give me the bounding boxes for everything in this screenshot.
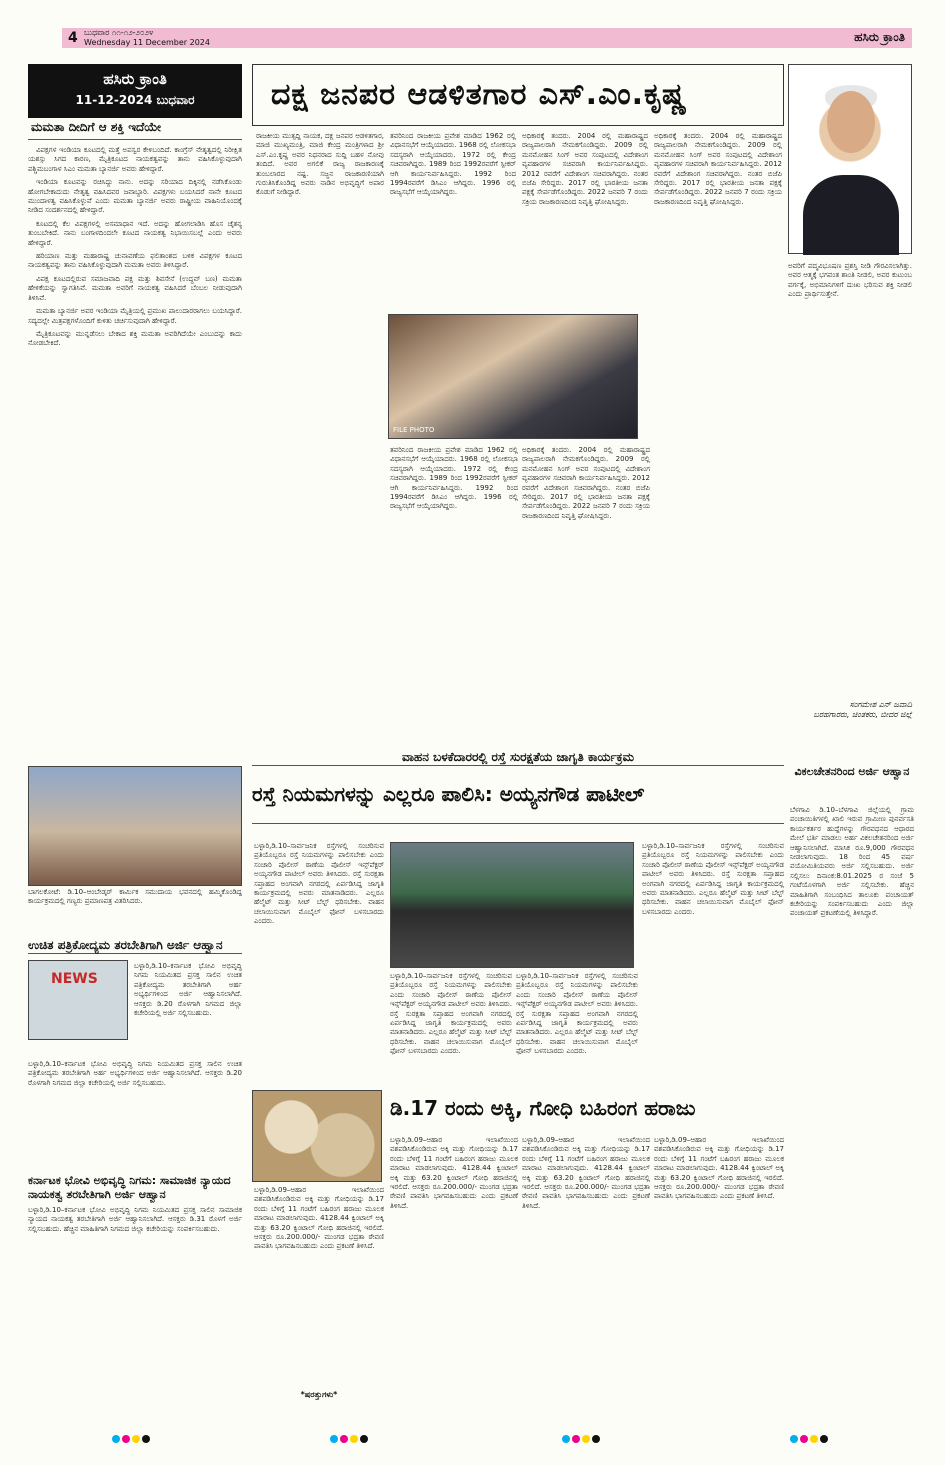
auction-column-4: ಬಳ್ಳಾರಿ,ಡಿ.09–ಆಹಾರ ಇಲಾಖೆಯಿಂದ ವಶಪಡಿಸಿಕೊಂಡಿರುವ ಅಕ್ಕಿ ಮತ್ತು ಗೋಧಿಯನ್ನು ಡಿ.17 ರಂದು ಬೆಳಿಗ್ಗೆ 11 ಗಂಟೆಗೆ ಬಹಿರಂಗ ಹರಾಜು ಮೂಲಕ ಮಾರಾಟ ಮಾಡಲಾಗುವುದು. 4128.44 ಕ್ವಿಂಟಾಲ್ ಅಕ್ಕಿ ಮತ್ತು 63.20 ಕ್ವಿಂಟಾಲ್ ಗೋಧಿ ಹರಾಜಿನಲ್ಲಿ ಇರಲಿದೆ. ಆಸಕ್ತರು ರೂ.200.000/- ಮುಂಗಡ ಭದ್ರತಾ ಠೇವಣಿ ಪಾವತಿಸಿ ಭಾಗವಹಿಸಬಹುದು ಎಂದು ಪ್ರಕಟಣೆ ತಿಳಿಸಿದೆ. bbox=[654, 1136, 784, 1201]
lead-headline: ದಕ್ಷ ಜನಪರ ಆಡಳಿತಗಾರ ಎಸ್.ಎಂ.ಕೃಷ್ಣ bbox=[252, 64, 784, 126]
auction-conditions: *ಷರತ್ತುಗಳು* bbox=[300, 1390, 338, 1399]
registration-marks bbox=[562, 1435, 602, 1445]
bhovi-headline: ಕರ್ನಾಟಕ ಭೋವಿ ಅಭಿವೃದ್ಧಿ ನಿಗಮ: ಸಾಮಾಜಿಕ ನ್ಯಾಯದ ನಾಯಕತ್ವ ತರಬೇತಿಗಾಗಿ ಅರ್ಜಿ ಆಹ್ವಾನ bbox=[28, 1174, 231, 1201]
masthead bbox=[28, 64, 242, 118]
editorial-body bbox=[28, 146, 242, 752]
dateline bbox=[84, 28, 210, 48]
editorial-headline: ಮಮತಾ ದೀದಿಗೆ ಆ ಶಕ್ತಿ ಇದೆಯೇ bbox=[28, 120, 242, 140]
road-safety-photo bbox=[390, 842, 634, 968]
lead-column-6: ಅಧಿಕಾರಕ್ಕೆ ತಂದರು. 2004 ರಲ್ಲಿ ಮಹಾರಾಷ್ಟ್ರದ ರಾಜ್ಯಪಾಲರಾಗಿ ನೇಮಕಗೊಂಡಿದ್ದರು. 2009 ರಲ್ಲಿ ಮನಮೋಹನ ಸಿಂಗ್ ಅವರ ಸಂಪುಟದಲ್ಲಿ ವಿದೇಶಾಂಗ ವ್ಯವಹಾರಗಳ ಸಚಿವರಾಗಿ ಕಾರ್ಯನಿರ್ವಹಿಸಿದ್ದರು. 2012 ರವರೆಗೆ ವಿದೇಶಾಂಗ ಸಚಿವರಾಗಿದ್ದರು. ನಂತರ ಬಿಜೆಪಿ ಸೇರಿದ್ದರು. 2017 ರಲ್ಲಿ ಭಾರತೀಯ ಜನತಾ ಪಕ್ಷಕ್ಕೆ ಸೇರ್ಪಡೆಗೊಂಡಿದ್ದರು. 2022 ಜನವರಿ 7 ರಂದು ಸಕ್ರಿಯ ರಾಜಕಾರಣದಿಂದ ನಿವೃತ್ತಿ ಘೋಷಿಸಿದ್ದರು. bbox=[654, 132, 782, 206]
lead-column-3: ಅಧಿಕಾರಕ್ಕೆ ತಂದರು. 2004 ರಲ್ಲಿ ಮಹಾರಾಷ್ಟ್ರದ ರಾಜ್ಯಪಾಲರಾಗಿ ನೇಮಕಗೊಂಡಿದ್ದರು. 2009 ರಲ್ಲಿ ಮನಮೋಹನ ಸಿಂಗ್ ಅವರ ಸಂಪುಟದಲ್ಲಿ ವಿದೇಶಾಂಗ ವ್ಯವಹಾರಗಳ ಸಚಿವರಾಗಿ ಕಾರ್ಯನಿರ್ವಹಿಸಿದ್ದರು. 2012 ರವರೆಗೆ ವಿದೇಶಾಂಗ ಸಚಿವರಾಗಿದ್ದರು. ನಂತರ ಬಿಜೆಪಿ ಸೇರಿದ್ದರು. 2017 ರಲ್ಲಿ ಭಾರತೀಯ ಜನತಾ ಪಕ್ಷಕ್ಕೆ ಸೇರ್ಪಡೆಗೊಂಡಿದ್ದರು. 2022 ಜನವರಿ 7 ರಂದು ಸಕ್ರಿಯ ರಾಜಕಾರಣದಿಂದ ನಿವೃತ್ತಿ ಘೋಷಿಸಿದ್ದರು. bbox=[522, 132, 648, 206]
grain-photo bbox=[252, 1090, 382, 1182]
meeting-photo bbox=[388, 314, 638, 439]
group-caption: ಬಾಗಲಕೋಟೆ: ಡಿ.10–ಆಂಬೇಡ್ಕರ್ ಕಾರ್ಮಿಕ ಸಮುದಾಯ ಭವನದಲ್ಲಿ ಹಮ್ಮಿಕೊಂಡಿದ್ದ ಕಾರ್ಯಕ್ರಮದಲ್ಲಿ ಗಣ್ಯರು ಪ್ರಮಾಣಪತ್ರ ವಿತರಿಸಿದರು. bbox=[28, 888, 242, 906]
group-photo bbox=[28, 766, 242, 886]
registration-marks bbox=[112, 1435, 152, 1445]
road-safety-column-1: ಬಳ್ಳಾರಿ,ಡಿ.10–ಸಾರ್ವಜನಿಕ ರಸ್ತೆಗಳಲ್ಲಿ ಸಂಚರಿಸುವ ಪ್ರತಿಯೊಬ್ಬರೂ ರಸ್ತೆ ನಿಯಮಗಳನ್ನು ಪಾಲಿಸಬೇಕು ಎಂದು ಸಂಚಾರಿ ಪೊಲೀಸ್ ಠಾಣೆಯ ಪೊಲೀಸ್ ಇನ್ಸ್‌ಪೆಕ್ಟರ್ ಅಯ್ಯನಗೌಡ ಪಾಟೀಲ್ ಅವರು ತಿಳಿಸಿದರು. ರಸ್ತೆ ಸುರಕ್ಷತಾ ಸಪ್ತಾಹದ ಅಂಗವಾಗಿ ನಗರದಲ್ಲಿ ಏರ್ಪಡಿಸಿದ್ದ ಜಾಗೃತಿ ಕಾರ್ಯಕ್ರಮದಲ್ಲಿ ಅವರು ಮಾತನಾಡಿದರು. ಎಲ್ಲರೂ ಹೆಲ್ಮೆಟ್ ಮತ್ತು ಸೀಟ್ ಬೆಲ್ಟ್ ಧರಿಸಬೇಕು. ವಾಹನ ಚಲಾಯಿಸುವಾಗ ಮೊಬೈಲ್ ಫೋನ್ ಬಳಸಬಾರದು ಎಂದರು. bbox=[254, 842, 384, 926]
journalism-body-1: ಬಳ್ಳಾರಿ,ಡಿ.10–ಕರ್ನಾಟಕ ಭೋವಿ ಅಭಿವೃದ್ಧಿ ನಿಗಮ ನಿಯಮಿತದ ಪ್ರಸಕ್ತ ಸಾಲಿನ ಉಚಿತ ಪತ್ರಿಕೋದ್ಯಮ ತರಬೇತಿಗಾಗಿ ಅರ್ಹ ಅಭ್ಯರ್ಥಿಗಳಿಂದ ಅರ್ಜಿ ಆಹ್ವಾನಿಸಲಾಗಿದೆ. ಆಸಕ್ತರು ಡಿ.20 ರೊಳಗಾಗಿ ನಿಗಮದ ಜಿಲ್ಲಾ ಕಚೇರಿಯಲ್ಲಿ ಅರ್ಜಿ ಸಲ್ಲಿಸಬಹುದು. bbox=[134, 962, 242, 1018]
auction-column-3: ಬಳ್ಳಾರಿ,ಡಿ.09–ಆಹಾರ ಇಲಾಖೆಯಿಂದ ವಶಪಡಿಸಿಕೊಂಡಿರುವ ಅಕ್ಕಿ ಮತ್ತು ಗೋಧಿಯನ್ನು ಡಿ.17 ರಂದು ಬೆಳಿಗ್ಗೆ 11 ಗಂಟೆಗೆ ಬಹಿರಂಗ ಹರಾಜು ಮೂಲಕ ಮಾರಾಟ ಮಾಡಲಾಗುವುದು. 4128.44 ಕ್ವಿಂಟಾಲ್ ಅಕ್ಕಿ ಮತ್ತು 63.20 ಕ್ವಿಂಟಾಲ್ ಗೋಧಿ ಹರಾಜಿನಲ್ಲಿ ಇರಲಿದೆ. ಆಸಕ್ತರು ರೂ.200.000/- ಮುಂಗಡ ಭದ್ರತಾ ಠೇವಣಿ ಪಾವತಿಸಿ ಭಾಗವಹಿಸಬಹುದು ಎಂದು ಪ್ರಕಟಣೆ ತಿಳಿಸಿದೆ. bbox=[522, 1136, 650, 1210]
bhovi-body: ಬಳ್ಳಾರಿ,ಡಿ.10–ಕರ್ನಾಟಕ ಭೋವಿ ಅಭಿವೃದ್ಧಿ ನಿಗಮ ನಿಯಮಿತದ ಪ್ರಸಕ್ತ ಸಾಲಿನ ಸಾಮಾಜಿಕ ನ್ಯಾಯದ ನಾಯಕತ್ವ ತರಬೇತಿಗಾಗಿ ಅರ್ಜಿ ಆಹ್ವಾನಿಸಲಾಗಿದೆ. ಆಸಕ್ತರು ಡಿ.31 ರೊಳಗೆ ಅರ್ಜಿ ಸಲ್ಲಿಸಬಹುದು. ಹೆಚ್ಚಿನ ಮಾಹಿತಿಗಾಗಿ ನಿಗಮದ ಜಿಲ್ಲಾ ಕಚೇರಿಯನ್ನು ಸಂಪರ್ಕಿಸಬಹುದು. bbox=[28, 1206, 242, 1233]
editorial-paragraph: ಹರಿಯಾಣ ಮತ್ತು ಮಹಾರಾಷ್ಟ್ರ ಚುನಾವಣೆಯ ಫಲಿತಾಂಶದ ಬಳಿಕ ವಿಪಕ್ಷಗಳ ಕೂಟದ ನಾಯಕತ್ವವನ್ನು ತಾನು ವಹಿಸಿಕೊಳ್ಳುವುದಾಗಿ ಮಮತಾ ಅವರು ತಿಳಿಸಿದ್ದಾರೆ. bbox=[28, 252, 242, 270]
news-label: NEWS bbox=[51, 971, 98, 987]
lead-column-5: ಅಧಿಕಾರಕ್ಕೆ ತಂದರು. 2004 ರಲ್ಲಿ ಮಹಾರಾಷ್ಟ್ರದ ರಾಜ್ಯಪಾಲರಾಗಿ ನೇಮಕಗೊಂಡಿದ್ದರು. 2009 ರಲ್ಲಿ ಮನಮೋಹನ ಸಿಂಗ್ ಅವರ ಸಂಪುಟದಲ್ಲಿ ವಿದೇಶಾಂಗ ವ್ಯವಹಾರಗಳ ಸಚಿವರಾಗಿ ಕಾರ್ಯನಿರ್ವಹಿಸಿದ್ದರು. 2012 ರವರೆಗೆ ವಿದೇಶಾಂಗ ಸಚಿವರಾಗಿದ್ದರು. ನಂತರ ಬಿಜೆಪಿ ಸೇರಿದ್ದರು. 2017 ರಲ್ಲಿ ಭಾರತೀಯ ಜನತಾ ಪಕ್ಷಕ್ಕೆ ಸೇರ್ಪಡೆಗೊಂಡಿದ್ದರು. 2022 ಜನವರಿ 7 ರಂದು ಸಕ್ರಿಯ ರಾಜಕಾರಣದಿಂದ ನಿವೃತ್ತಿ ಘೋಷಿಸಿದ್ದರು. bbox=[522, 446, 650, 520]
auction-column-2: ಬಳ್ಳಾರಿ,ಡಿ.09–ಆಹಾರ ಇಲಾಖೆಯಿಂದ ವಶಪಡಿಸಿಕೊಂಡಿರುವ ಅಕ್ಕಿ ಮತ್ತು ಗೋಧಿಯನ್ನು ಡಿ.17 ರಂದು ಬೆಳಿಗ್ಗೆ 11 ಗಂಟೆಗೆ ಬಹಿರಂಗ ಹರಾಜು ಮೂಲಕ ಮಾರಾಟ ಮಾಡಲಾಗುವುದು. 4128.44 ಕ್ವಿಂಟಾಲ್ ಅಕ್ಕಿ ಮತ್ತು 63.20 ಕ್ವಿಂಟಾಲ್ ಗೋಧಿ ಹರಾಜಿನಲ್ಲಿ ಇರಲಿದೆ. ಆಸಕ್ತರು ರೂ.200.000/- ಮುಂಗಡ ಭದ್ರತಾ ಠೇವಣಿ ಪಾವತಿಸಿ ಭಾಗವಹಿಸಬಹುದು ಎಂದು ಪ್ರಕಟಣೆ ತಿಳಿಸಿದೆ. bbox=[390, 1136, 518, 1210]
road-safety-kicker: ವಾಹನ ಬಳಕೆದಾರರಲ್ಲಿ ರಸ್ತೆ ಸುರಕ್ಷತೆಯ ಜಾಗೃತಿ ಕಾರ್ಯಕ್ರಮ bbox=[252, 750, 784, 766]
lead-column-2: ತವರಿನಿಂದ ರಾಜಕೀಯ ಪ್ರವೇಶ ಮಾಡಿದ 1962 ರಲ್ಲಿ ವಿಧಾನಸಭೆಗೆ ಆಯ್ಕೆಯಾದರು. 1968 ರಲ್ಲಿ ಲೋಕಸಭಾ ಸದಸ್ಯರಾಗಿ ಆಯ್ಕೆಯಾದರು. 1972 ರಲ್ಲಿ ಕೇಂದ್ರ ಸಚಿವರಾಗಿದ್ದರು. 1989 ರಿಂದ 1992ರವರೆಗೆ ಸ್ಪೀಕರ್ ಆಗಿ ಕಾರ್ಯನಿರ್ವಹಿಸಿದ್ದರು. 1992 ರಿಂದ 1994ರವರೆಗೆ ಡಿಸಿಎಂ ಆಗಿದ್ದರು. 1996 ರಲ್ಲಿ ರಾಜ್ಯಸಭೆಗೆ ಆಯ್ಕೆಯಾಗಿದ್ದರು. bbox=[390, 132, 516, 197]
lead-column-4: ತವರಿನಿಂದ ರಾಜಕೀಯ ಪ್ರವೇಶ ಮಾಡಿದ 1962 ರಲ್ಲಿ ವಿಧಾನಸಭೆಗೆ ಆಯ್ಕೆಯಾದರು. 1968 ರಲ್ಲಿ ಲೋಕಸಭಾ ಸದಸ್ಯರಾಗಿ ಆಯ್ಕೆಯಾದರು. 1972 ರಲ್ಲಿ ಕೇಂದ್ರ ಸಚಿವರಾಗಿದ್ದರು. 1989 ರಿಂದ 1992ರವರೆಗೆ ಸ್ಪೀಕರ್ ಆಗಿ ಕಾರ್ಯನಿರ್ವಹಿಸಿದ್ದರು. 1992 ರಿಂದ 1994ರವರೆಗೆ ಡಿಸಿಎಂ ಆಗಿದ್ದರು. 1996 ರಲ್ಲಿ ರಾಜ್ಯಸಭೆಗೆ ಆಯ್ಕೆಯಾಗಿದ್ದರು. bbox=[390, 446, 518, 511]
disabled-body: ಬೆಳಗಾವಿ ಡಿ.10–ಬೆಳಗಾವಿ ಜಿಲ್ಲೆಯಲ್ಲಿ ಗ್ರಾಮ ಪಂಚಾಯಿತಿಗಳಲ್ಲಿ ಖಾಲಿ ಇರುವ ಗ್ರಾಮೀಣ ಪುನರ್ವಸತಿ ಕಾರ್ಯಕರ್ತರ ಹುದ್ದೆಗಳನ್ನು ಗೌರವಧನದ ಆಧಾರದ ಮೇಲೆ ಭರ್ತಿ ಮಾಡಲು ಅರ್ಹ ವಿಕಲಚೇತನರಿಂದ ಅರ್ಜಿ ಆಹ್ವಾನಿಸಲಾಗಿದೆ. ಮಾಸಿಕ ರೂ.9,000 ಗೌರವಧನ ನೀಡಲಾಗುವುದು. 18 ರಿಂದ 45 ವರ್ಷ ವಯೋಮಿತಿಯವರು ಅರ್ಜಿ ಸಲ್ಲಿಸಬಹುದು. ಅರ್ಜಿ ಸಲ್ಲಿಸಲು ದಿನಾಂಕ:8.01.2025 ರ ಸಂಜೆ 5 ಗಂಟೆಯೊಳಗಾಗಿ ಅರ್ಜಿ ಸಲ್ಲಿಸಬೇಕು. ಹೆಚ್ಚಿನ ಮಾಹಿತಿಗಾಗಿ ಸಂಬಂಧಿಸಿದ ತಾಲೂಕು ಪಂಚಾಯತ್ ಕಚೇರಿಯನ್ನು ಸಂಪರ್ಕಿಸಬಹುದು ಎಂದು ಜಿಲ್ಲಾ ಪಂಚಾಯತ್ ಪ್ರಕಟಣೆಯಲ್ಲಿ ತಿಳಿಸಿದ್ದಾರೆ. bbox=[790, 806, 914, 918]
registration-marks bbox=[790, 1435, 830, 1445]
road-safety-column-2: ಬಳ್ಳಾರಿ,ಡಿ.10–ಸಾರ್ವಜನಿಕ ರಸ್ತೆಗಳಲ್ಲಿ ಸಂಚರಿಸುವ ಪ್ರತಿಯೊಬ್ಬರೂ ರಸ್ತೆ ನಿಯಮಗಳನ್ನು ಪಾಲಿಸಬೇಕು ಎಂದು ಸಂಚಾರಿ ಪೊಲೀಸ್ ಠಾಣೆಯ ಪೊಲೀಸ್ ಇನ್ಸ್‌ಪೆಕ್ಟರ್ ಅಯ್ಯನಗೌಡ ಪಾಟೀಲ್ ಅವರು ತಿಳಿಸಿದರು. ರಸ್ತೆ ಸುರಕ್ಷತಾ ಸಪ್ತಾಹದ ಅಂಗವಾಗಿ ನಗರದಲ್ಲಿ ಏರ್ಪಡಿಸಿದ್ದ ಜಾಗೃತಿ ಕಾರ್ಯಕ್ರಮದಲ್ಲಿ ಅವರು ಮಾತನಾಡಿದರು. ಎಲ್ಲರೂ ಹೆಲ್ಮೆಟ್ ಮತ್ತು ಸೀಟ್ ಬೆಲ್ಟ್ ಧರಿಸಬೇಕು. ವಾಹನ ಚಲಾಯಿಸುವಾಗ ಮೊಬೈಲ್ ಫೋನ್ ಬಳಸಬಾರದು ಎಂದರು. bbox=[390, 972, 512, 1056]
editorial-paragraph: ವಿಪಕ್ಷಗಳ ಇಂಡಿಯಾ ಕೂಟದಲ್ಲಿ ಮತ್ತೆ ಅಪಸ್ವರ ಕೇಳಿಬಂದಿದೆ. ಕಾಂಗ್ರೆಸ್ ನೇತೃತ್ವದಲ್ಲಿ ನಿರೀಕ್ಷಿತ ಯಶಸ್ಸು ಸಿಗದ ಕಾರಣ, ಮೈತ್ರಿಕೂಟದ ನಾಯಕತ್ವವನ್ನು ತಾನು ವಹಿಸಿಕೊಳ್ಳುವುದಾಗಿ ಪಶ್ಚಿಮಬಂಗಾಳ ಸಿಎಂ ಮಮತಾ ಬ್ಯಾನರ್ಜಿ ಅವರು ಹೇಳಿದ್ದಾರೆ. bbox=[28, 146, 242, 173]
lead-column-1: ರಾಜಕೀಯ ಮುತ್ಸದ್ದಿ ನಾಯಕ, ದಕ್ಷ ಜನಪರ ಆಡಳಿತಗಾರ, ಮಾಜಿ ಮುಖ್ಯಮಂತ್ರಿ, ಮಾಜಿ ಕೇಂದ್ರ ಮಂತ್ರಿಗಳಾದ ಶ್ರೀ ಎಸ್.ಎಂ.ಕೃಷ್ಣ ಅವರ ನಿಧನರಾದ ಸುದ್ದಿ ಬಹಳ ನೋವು ತಂದಿದೆ. ಅವರ ಅಗಲಿಕೆ ರಾಜ್ಯ ರಾಜಕಾರಣಕ್ಕೆ ತುಂಬಲಾರದ ನಷ್ಟ. ಸಜ್ಜನ ರಾಜಕಾರಣಿಯಾಗಿ ಗುರುತಿಸಿಕೊಂಡಿದ್ದ ಅವರು ನಾಡಿನ ಅಭಿವೃದ್ಧಿಗೆ ಅಪಾರ ಕೊಡುಗೆ ನೀಡಿದ್ದಾರೆ. bbox=[256, 132, 384, 197]
date-kannada: ಬುಧವಾರ ೧೧-೧೨-೨೦೨೪ bbox=[84, 28, 154, 37]
editorial-paragraph: ಕೂಟದಲ್ಲಿ ಕೆಲ ವಿಪಕ್ಷಗಳಲ್ಲಿ ಅಸಮಾಧಾನ ಇದೆ. ಅದನ್ನು ಹೋಗಲಾಡಿಸಿ ಹೊಸ ಚೈತನ್ಯ ತುಂಬಬೇಕಿದೆ. ನಾನು ಬಂಗಾಳದಿಂದಲೇ ಕೂಟದ ನಾಯಕತ್ವ ನಿಭಾಯಿಸಬಲ್ಲೆ ಎಂದು ಅವರು ಹೇಳಿದ್ದಾರೆ. bbox=[28, 219, 242, 247]
journalism-body-2: ಬಳ್ಳಾರಿ,ಡಿ.10–ಕರ್ನಾಟಕ ಭೋವಿ ಅಭಿವೃದ್ಧಿ ನಿಗಮ ನಿಯಮಿತದ ಪ್ರಸಕ್ತ ಸಾಲಿನ ಉಚಿತ ಪತ್ರಿಕೋದ್ಯಮ ತರಬೇತಿಗಾಗಿ ಅರ್ಹ ಅಭ್ಯರ್ಥಿಗಳಿಂದ ಅರ್ಜಿ ಆಹ್ವಾನಿಸಲಾಗಿದೆ. ಆಸಕ್ತರು ಡಿ.20 ರೊಳಗಾಗಿ ನಿಗಮದ ಜಿಲ್ಲಾ ಕಚೇರಿಯಲ್ಲಿ ಅರ್ಜಿ ಸಲ್ಲಿಸಬಹುದು. bbox=[28, 1060, 242, 1087]
header-brand: ಹಸಿರು ಕ್ರಾಂತಿ bbox=[854, 30, 905, 44]
road-safety-column-3: ಬಳ್ಳಾರಿ,ಡಿ.10–ಸಾರ್ವಜನಿಕ ರಸ್ತೆಗಳಲ್ಲಿ ಸಂಚರಿಸುವ ಪ್ರತಿಯೊಬ್ಬರೂ ರಸ್ತೆ ನಿಯಮಗಳನ್ನು ಪಾಲಿಸಬೇಕು ಎಂದು ಸಂಚಾರಿ ಪೊಲೀಸ್ ಠಾಣೆಯ ಪೊಲೀಸ್ ಇನ್ಸ್‌ಪೆಕ್ಟರ್ ಅಯ್ಯನಗೌಡ ಪಾಟೀಲ್ ಅವರು ತಿಳಿಸಿದರು. ರಸ್ತೆ ಸುರಕ್ಷತಾ ಸಪ್ತಾಹದ ಅಂಗವಾಗಿ ನಗರದಲ್ಲಿ ಏರ್ಪಡಿಸಿದ್ದ ಜಾಗೃತಿ ಕಾರ್ಯಕ್ರಮದಲ್ಲಿ ಅವರು ಮಾತನಾಡಿದರು. ಎಲ್ಲರೂ ಹೆಲ್ಮೆಟ್ ಮತ್ತು ಸೀಟ್ ಬೆಲ್ಟ್ ಧರಿಸಬೇಕು. ವಾಹನ ಚಲಾಯಿಸುವಾಗ ಮೊಬೈಲ್ ಫೋನ್ ಬಳಸಬಾರದು ಎಂದರು. bbox=[516, 972, 638, 1056]
page-number: 4 bbox=[68, 30, 78, 46]
editorial-paragraph: ಇಂಡಿಯಾ ಕೂಟವನ್ನು ರಚಿಸಿದ್ದು ನಾನು. ಅದನ್ನು ಸರಿಯಾದ ದಿಕ್ಕಿನಲ್ಲಿ ನಡೆಸಿಕೊಂಡು ಹೋಗಬೇಕಾದುದು ನೇತೃತ್ವ ವಹಿಸಿದವರ ಜವಾಬ್ದಾರಿ. ವಿಪಕ್ಷಗಳು ಬಯಸಿದರೆ ನಾನೇ ಕೂಟದ ಮುಂದಾಳತ್ವ ವಹಿಸಿಕೊಳ್ಳುವೆ ಎಂದು ಮಮತಾ ಬ್ಯಾನರ್ಜಿ ಅವರು ರಾಷ್ಟ್ರೀಯ ವಾಹಿನಿಯೊಂದಕ್ಕೆ ನೀಡಿದ ಸಂದರ್ಶನದಲ್ಲಿ ಹೇಳಿದ್ದಾರೆ. bbox=[28, 178, 242, 215]
byline-role: ಬರಹಗಾರರು, ಚಿಂತಕರು, ಬೀದರ ಜಿಲ್ಲೆ bbox=[813, 710, 912, 719]
photo-credit: FILE PHOTO bbox=[393, 426, 435, 434]
road-safety-headline: ರಸ್ತೆ ನಿಯಮಗಳನ್ನು ಎಲ್ಲರೂ ಪಾಲಿಸಿ: ಅಯ್ಯನಗೌಡ ಪಾಟೀಲ್ bbox=[252, 770, 784, 824]
portrait-photo bbox=[788, 64, 912, 254]
date-english: Wednesday 11 December 2024 bbox=[84, 38, 210, 47]
news-illustration bbox=[28, 960, 128, 1040]
editorial-paragraph: ಮೈತ್ರಿಕೂಟವನ್ನು ಮುನ್ನಡೆಸಲು ಬೇಕಾದ ಶಕ್ತಿ ಮಮತಾ ಅವರಿಗಿದೆಯೇ ಎಂಬುದನ್ನು ಕಾದು ನೋಡಬೇಕಿದೆ. bbox=[28, 329, 242, 348]
journalism-headline: ಉಚಿತ ಪತ್ರಿಕೋದ್ಯಮ ತರಬೇತಿಗಾಗಿ ಅರ್ಜಿ ಆಹ್ವಾನ bbox=[28, 938, 242, 954]
byline bbox=[788, 700, 912, 720]
editorial-paragraph: ವಿಪಕ್ಷ ಕೂಟದಲ್ಲಿರುವ ಸಮಾಜವಾದಿ ಪಕ್ಷ ಮತ್ತು ಶಿವಸೇನೆ (ಉದ್ಧವ್ ಬಣ) ಮಮತಾ ಹೇಳಿಕೆಯನ್ನು ಸ್ವಾಗತಿಸಿವೆ. ಮಮತಾ ಅವರಿಗೆ ನಾಯಕತ್ವ ವಹಿಸಿದರೆ ಬೆಂಬಲ ನೀಡುವುದಾಗಿ ತಿಳಿಸಿವೆ. bbox=[28, 274, 242, 302]
disabled-headline: ವಿಕಲಚೇತನರಿಂದ ಅರ್ಜಿ ಆಹ್ವಾನ bbox=[794, 765, 910, 778]
byline-name: ಸಂಗಮೇಶ ಎನ್ ಜವಾದಿ bbox=[849, 700, 912, 709]
auction-headline: ಡಿ.17 ರಂದು ಅಕ್ಕಿ, ಗೋಧಿ ಬಹಿರಂಗ ಹರಾಜು bbox=[390, 1096, 696, 1120]
lead-column-7: ಅವರಿಗೆ ಪದ್ಮವಿಭೂಷಣ ಪ್ರಶಸ್ತಿ ನೀಡಿ ಗೌರವಿಸಲಾಗಿತ್ತು. ಅವರ ಆತ್ಮಕ್ಕೆ ಭಗವಂತ ಶಾಂತಿ ನೀಡಲಿ, ಅವರ ಕುಟುಂಬ ವರ್ಗಕ್ಕೆ, ಅಭಿಮಾನಿಗಳಿಗೆ ದುಃಖ ಭರಿಸುವ ಶಕ್ತಿ ನೀಡಲಿ ಎಂದು ಪ್ರಾರ್ಥಿಸುತ್ತೇನೆ. bbox=[788, 262, 912, 299]
registration-marks bbox=[330, 1435, 370, 1445]
masthead-title: ಹಸಿರು ಕ್ರಾಂತಿ bbox=[103, 70, 167, 88]
road-safety-column-4: ಬಳ್ಳಾರಿ,ಡಿ.10–ಸಾರ್ವಜನಿಕ ರಸ್ತೆಗಳಲ್ಲಿ ಸಂಚರಿಸುವ ಪ್ರತಿಯೊಬ್ಬರೂ ರಸ್ತೆ ನಿಯಮಗಳನ್ನು ಪಾಲಿಸಬೇಕು ಎಂದು ಸಂಚಾರಿ ಪೊಲೀಸ್ ಠಾಣೆಯ ಪೊಲೀಸ್ ಇನ್ಸ್‌ಪೆಕ್ಟರ್ ಅಯ್ಯನಗೌಡ ಪಾಟೀಲ್ ಅವರು ತಿಳಿಸಿದರು. ರಸ್ತೆ ಸುರಕ್ಷತಾ ಸಪ್ತಾಹದ ಅಂಗವಾಗಿ ನಗರದಲ್ಲಿ ಏರ್ಪಡಿಸಿದ್ದ ಜಾಗೃತಿ ಕಾರ್ಯಕ್ರಮದಲ್ಲಿ ಅವರು ಮಾತನಾಡಿದರು. ಎಲ್ಲರೂ ಹೆಲ್ಮೆಟ್ ಮತ್ತು ಸೀಟ್ ಬೆಲ್ಟ್ ಧರಿಸಬೇಕು. ವಾಹನ ಚಲಾಯಿಸುವಾಗ ಮೊಬೈಲ್ ಫೋನ್ ಬಳಸಬಾರದು ಎಂದರು. bbox=[642, 842, 784, 916]
auction-column-1: ಬಳ್ಳಾರಿ,ಡಿ.09–ಆಹಾರ ಇಲಾಖೆಯಿಂದ ವಶಪಡಿಸಿಕೊಂಡಿರುವ ಅಕ್ಕಿ ಮತ್ತು ಗೋಧಿಯನ್ನು ಡಿ.17 ರಂದು ಬೆಳಿಗ್ಗೆ 11 ಗಂಟೆಗೆ ಬಹಿರಂಗ ಹರಾಜು ಮೂಲಕ ಮಾರಾಟ ಮಾಡಲಾಗುವುದು. 4128.44 ಕ್ವಿಂಟಾಲ್ ಅಕ್ಕಿ ಮತ್ತು 63.20 ಕ್ವಿಂಟಾಲ್ ಗೋಧಿ ಹರಾಜಿನಲ್ಲಿ ಇರಲಿದೆ. ಆಸಕ್ತರು ರೂ.200.000/- ಮುಂಗಡ ಭದ್ರತಾ ಠೇವಣಿ ಪಾವತಿಸಿ ಭಾಗವಹಿಸಬಹುದು ಎಂದು ಪ್ರಕಟಣೆ ತಿಳಿಸಿದೆ. bbox=[254, 1186, 384, 1251]
editorial-paragraph: ಮಮತಾ ಬ್ಯಾನರ್ಜಿ ಅವರ ಇಂಡಿಯಾ ಮೈತ್ರಿಯಲ್ಲಿ ಪ್ರಮುಖ ಪಾಲುದಾರರಾಗಲು ಬಯಸಿದ್ದಾರೆ. ಸದ್ಯದಲ್ಲೇ ಮಿತ್ರಪಕ್ಷಗಳೊಂದಿಗೆ ಕುಳಿತು ಚರ್ಚಿಸುವುದಾಗಿ ಹೇಳಿದ್ದಾರೆ. bbox=[28, 307, 242, 325]
masthead-date: 11-12-2024 ಬುಧವಾರ bbox=[75, 93, 195, 107]
